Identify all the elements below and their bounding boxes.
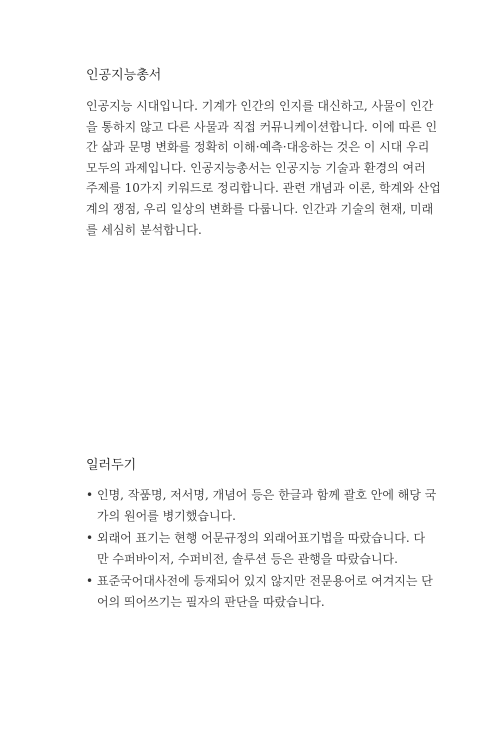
series-title: 인공지능총서 (86, 68, 162, 83)
notes-list-item (86, 528, 426, 569)
notes-title: 일러두기 (86, 458, 137, 473)
series-description-line: 인공지능 시대입니다. 기계가 인간의 인지를 대신하고, 사물이 인간 (86, 99, 434, 113)
bullet-icon: • (86, 488, 94, 502)
series-description-line: 간 삶과 문명 변화를 정확히 이해·예측·대응하는 것은 이 시대 우리 (86, 140, 430, 155)
bullet-icon: • (86, 531, 94, 546)
notes-list-item (86, 571, 433, 612)
notes-item-line: 가의 원어를 병기했습니다. (97, 508, 236, 523)
notes-item-line: 만 수퍼바이저, 수퍼비전, 솔루션 등은 관행을 따랐습니다. (97, 551, 398, 566)
series-description-line: 모두의 과제입니다. 인공지능총서는 인공지능 기술과 환경의 여러 (86, 160, 426, 175)
notes-item-line: 인명, 작품명, 저서명, 개념어 등은 한글과 함께 괄호 안에 해당 국 (97, 488, 437, 502)
notes-list (86, 485, 437, 615)
notes-item-line: 어의 띄어쓰기는 필자의 판단을 따랐습니다. (97, 594, 325, 609)
series-description-line: 계의 쟁점, 우리 일상의 변화를 다룹니다. 인간과 기술의 현재, 미래 (86, 201, 434, 216)
notes-item-line: 표준국어대사전에 등재되어 있지 않지만 전문용어로 여겨지는 단 (97, 574, 433, 589)
notes-list-item (86, 485, 437, 526)
series-description-line: 주제를 10가지 키워드로 정리합니다. 관련 개념과 이론, 학계와 산업 (86, 181, 441, 196)
notes-item-line: 외래어 표기는 현행 어문규정의 외래어표기법을 따랐습니다. 다 (97, 531, 426, 546)
series-description-line: 를 세심히 분석합니다. (86, 222, 202, 237)
bullet-icon: • (86, 574, 94, 589)
series-description-line: 을 통하지 않고 다른 사물과 직접 커뮤니케이션합니다. 이에 따른 인 (86, 119, 438, 134)
series-description (86, 96, 441, 240)
